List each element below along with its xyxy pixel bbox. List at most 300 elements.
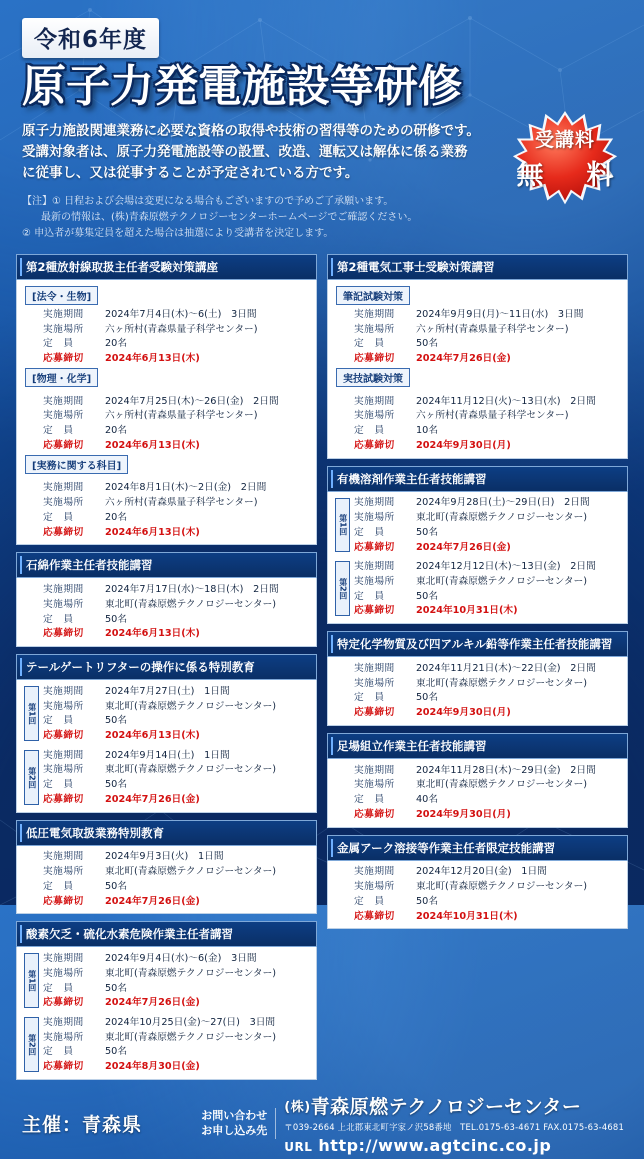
course-session — [334, 559, 621, 618]
detail-period-value: 2024年11月28日(木)～29日(金) 2日間 — [416, 764, 596, 776]
detail-capacity-label: 定 員 — [354, 692, 385, 704]
detail-capacity-label: 定 員 — [43, 511, 74, 523]
detail-place-value: 東北町(青森原燃テクノロジーセンター) — [105, 1031, 277, 1043]
detail-deadline-label: 応募締切 — [43, 895, 84, 907]
course-card — [16, 820, 317, 915]
course-columns — [16, 254, 628, 1080]
detail-period-label: 実施期間 — [43, 749, 84, 761]
detail-place-row — [354, 778, 621, 793]
detail-period-value: 2024年9月9日(月)～11日(水) 3日間 — [416, 308, 584, 320]
session-round-tag: 第2回 — [24, 1017, 39, 1072]
course-body — [327, 861, 628, 930]
detail-period-value: 2024年9月28日(土)～29日(日) 2日間 — [416, 497, 590, 509]
detail-deadline-label: 応募締切 — [43, 628, 84, 640]
detail-capacity-row — [43, 337, 310, 352]
session-round-tag: 第1回 — [335, 498, 350, 553]
detail-deadline-row — [43, 894, 310, 909]
detail-capacity-label: 定 員 — [43, 779, 74, 791]
detail-period-row — [43, 582, 310, 597]
detail-capacity-row — [354, 337, 621, 352]
detail-deadline-row — [354, 705, 621, 720]
detail-capacity-label: 定 員 — [354, 895, 385, 907]
detail-capacity-value: 50名 — [105, 1046, 128, 1058]
detail-period-value: 2024年7月27日(土) 1日間 — [105, 685, 230, 697]
detail-capacity-label: 定 員 — [354, 425, 385, 437]
course-detail-table — [43, 684, 310, 743]
detail-capacity-row — [43, 1045, 310, 1060]
detail-capacity-value: 50名 — [416, 895, 439, 907]
detail-period-row — [43, 748, 310, 763]
detail-place-label: 実施場所 — [354, 779, 395, 791]
url-text[interactable]: http://www.agtcinc.co.jp — [318, 1135, 552, 1155]
course-body — [327, 492, 628, 625]
detail-period-label: 実施期間 — [43, 953, 84, 965]
course-subheading: [物理・化学] — [25, 368, 98, 387]
detail-place-row — [354, 510, 621, 525]
detail-capacity-row — [354, 423, 621, 438]
detail-capacity-label: 定 員 — [354, 338, 385, 350]
detail-period-value: 2024年11月12日(火)～13日(水) 2日間 — [416, 395, 596, 407]
detail-capacity-value: 50名 — [105, 779, 128, 791]
detail-period-row — [354, 496, 621, 511]
detail-period-label: 実施期間 — [354, 866, 395, 878]
course-session — [334, 865, 621, 924]
detail-place-value: 六ヶ所村(青森県量子科学センター) — [416, 410, 569, 422]
course-detail-table — [43, 1015, 310, 1074]
detail-deadline-label: 応募締切 — [43, 526, 84, 538]
detail-place-value: 六ヶ所村(青森県量子科学センター) — [105, 323, 258, 335]
detail-deadline-value: 2024年10月31日(木) — [416, 910, 518, 922]
lead-line-2: 受講対象者は、原子力発電施設等の設置、改造、運転又は解体に係る業務 — [22, 143, 468, 160]
detail-period-row — [354, 661, 621, 676]
detail-period-value: 2024年8月1日(木)～2日(金) 2日間 — [105, 482, 267, 494]
detail-deadline-value: 2024年6月13日(木) — [105, 353, 200, 365]
detail-place-row — [43, 409, 310, 424]
course-detail-table — [354, 865, 621, 924]
detail-deadline-label: 応募締切 — [43, 1061, 84, 1073]
detail-place-label: 実施場所 — [354, 575, 395, 587]
detail-capacity-value: 50名 — [416, 526, 439, 538]
course-body — [16, 947, 317, 1080]
course-title: 金属アーク溶接等作業主任者限定技能講習 — [327, 835, 628, 861]
session-indent — [23, 481, 43, 540]
detail-period-value: 2024年12月20日(金) 1日間 — [416, 866, 547, 878]
session-round-tag: 第2回 — [24, 750, 39, 805]
detail-deadline-value: 2024年6月13日(木) — [105, 439, 200, 451]
course-session — [334, 661, 621, 720]
detail-period-row — [43, 684, 310, 699]
detail-capacity-label: 定 員 — [354, 590, 385, 602]
detail-place-row — [43, 495, 310, 510]
course-session — [23, 951, 310, 1010]
detail-capacity-row — [354, 589, 621, 604]
detail-period-label: 実施期間 — [43, 584, 84, 596]
detail-deadline-row — [354, 438, 621, 453]
course-session — [23, 481, 310, 540]
session-round-tag: 第1回 — [24, 686, 39, 741]
detail-period-row — [43, 951, 310, 966]
detail-place-row — [43, 1030, 310, 1045]
detail-capacity-label: 定 員 — [354, 794, 385, 806]
course-title: 石綿作業主任者技能講習 — [16, 552, 317, 578]
course-session — [334, 394, 621, 453]
detail-capacity-row — [354, 792, 621, 807]
lead-line-3: に従事し、又は従事することが予定されている方です。 — [22, 165, 359, 182]
detail-place-label: 実施場所 — [43, 866, 84, 878]
detail-place-row — [354, 879, 621, 894]
contact-label — [201, 1108, 276, 1139]
free-tuition-stamp — [506, 110, 624, 206]
detail-capacity-row — [354, 691, 621, 706]
detail-deadline-row — [43, 1059, 310, 1074]
stamp-line-2: 無 料 — [516, 159, 622, 191]
organization-kk: (株) — [284, 1099, 311, 1115]
detail-capacity-row — [43, 423, 310, 438]
detail-deadline-row — [43, 995, 310, 1010]
course-detail-table — [43, 394, 310, 453]
detail-capacity-label: 定 員 — [43, 715, 74, 727]
contact-block — [201, 1092, 624, 1155]
detail-deadline-value: 2024年7月26日(金) — [105, 793, 200, 805]
contact-label-line-2: お申し込み先 — [201, 1124, 268, 1138]
detail-place-label: 実施場所 — [43, 967, 84, 979]
course-detail-table — [43, 951, 310, 1010]
detail-place-label: 実施場所 — [43, 764, 84, 776]
detail-deadline-label: 応募締切 — [354, 605, 395, 617]
detail-place-value: 六ヶ所村(青森県量子科学センター) — [105, 497, 258, 509]
detail-place-label: 実施場所 — [43, 410, 84, 422]
course-detail-table — [354, 763, 621, 822]
detail-deadline-row — [354, 909, 621, 924]
detail-capacity-label: 定 員 — [354, 526, 385, 538]
course-detail-table — [354, 496, 621, 555]
course-title: 第2種電気工事士受験対策講習 — [327, 254, 628, 280]
course-body — [16, 846, 317, 915]
stamp-text — [506, 110, 624, 206]
note-1-sub: 最新の情報は、(株)青森原燃テクノロジーセンターホームページでご確認ください。 — [41, 211, 418, 223]
detail-capacity-label: 定 員 — [43, 982, 74, 994]
course-title: 足場組立作業主任者技能講習 — [327, 733, 628, 759]
detail-period-label: 実施期間 — [43, 685, 84, 697]
detail-period-label: 実施期間 — [43, 851, 84, 863]
detail-period-value: 2024年7月17日(水)～18日(木) 2日間 — [105, 584, 279, 596]
detail-deadline-label: 応募締切 — [354, 541, 395, 553]
course-session — [334, 307, 621, 366]
detail-place-label: 実施場所 — [354, 677, 395, 689]
detail-place-row — [354, 322, 621, 337]
session-indent — [334, 661, 354, 720]
detail-place-row — [354, 676, 621, 691]
detail-deadline-row — [354, 351, 621, 366]
detail-capacity-row — [354, 894, 621, 909]
detail-place-row — [43, 763, 310, 778]
course-card — [16, 654, 317, 813]
detail-deadline-row — [354, 540, 621, 555]
detail-place-value: 東北町(青森原燃テクノロジーセンター) — [105, 598, 277, 610]
detail-deadline-value: 2024年9月30日(月) — [416, 808, 511, 820]
detail-period-row — [354, 763, 621, 778]
detail-period-row — [43, 307, 310, 322]
detail-capacity-value: 50名 — [416, 692, 439, 704]
course-card — [327, 631, 628, 726]
organization-url[interactable] — [284, 1136, 624, 1155]
detail-deadline-value: 2024年8月30日(金) — [105, 1061, 200, 1073]
detail-place-label: 実施場所 — [43, 598, 84, 610]
course-title: 第2種放射線取扱主任者受験対策講座 — [16, 254, 317, 280]
detail-capacity-row — [43, 612, 310, 627]
detail-place-value: 東北町(青森原燃テクノロジーセンター) — [105, 967, 277, 979]
detail-place-value: 東北町(青森原燃テクノロジーセンター) — [416, 881, 588, 893]
course-session — [334, 496, 621, 555]
session-indent — [23, 850, 43, 909]
detail-deadline-label: 応募締切 — [354, 910, 395, 922]
detail-capacity-row — [43, 777, 310, 792]
detail-place-label: 実施場所 — [354, 512, 395, 524]
course-card — [327, 466, 628, 625]
detail-deadline-label: 応募締切 — [354, 707, 395, 719]
detail-place-value: 東北町(青森原燃テクノロジーセンター) — [416, 779, 588, 791]
session-indent — [23, 582, 43, 641]
detail-deadline-value: 2024年10月31日(木) — [416, 605, 518, 617]
detail-deadline-label: 応募締切 — [43, 793, 84, 805]
detail-capacity-row — [354, 525, 621, 540]
detail-capacity-row — [43, 510, 310, 525]
detail-period-row — [354, 307, 621, 322]
detail-capacity-value: 50名 — [105, 613, 128, 625]
detail-deadline-value: 2024年7月26日(金) — [105, 997, 200, 1009]
course-detail-table — [354, 394, 621, 453]
detail-deadline-label: 応募締切 — [354, 439, 395, 451]
detail-place-label: 実施場所 — [354, 410, 395, 422]
detail-place-row — [43, 864, 310, 879]
detail-period-label: 実施期間 — [43, 395, 84, 407]
host-label: 主催：青森県 — [22, 1113, 143, 1136]
detail-deadline-value: 2024年9月30日(月) — [416, 439, 511, 451]
note-1: 【注】① 日程および会場は変更になる場合もございますので予めご了承願います。 — [22, 195, 394, 207]
detail-place-value: 東北町(青森原燃テクノロジーセンター) — [105, 866, 277, 878]
detail-period-label: 実施期間 — [43, 1016, 84, 1028]
detail-place-label: 実施場所 — [43, 700, 84, 712]
course-card — [16, 254, 317, 545]
course-body — [327, 759, 628, 828]
detail-period-value: 2024年9月4日(水)～6(金) 3日間 — [105, 953, 257, 965]
course-subheading: 実技試験対策 — [336, 368, 410, 387]
detail-deadline-row — [43, 438, 310, 453]
detail-deadline-label: 応募締切 — [354, 353, 395, 365]
course-detail-table — [43, 481, 310, 540]
detail-deadline-row — [43, 525, 310, 540]
course-card — [327, 835, 628, 930]
detail-place-value: 東北町(青森原燃テクノロジーセンター) — [416, 677, 588, 689]
course-session — [23, 850, 310, 909]
detail-deadline-value: 2024年9月30日(月) — [416, 707, 511, 719]
detail-place-value: 東北町(青森原燃テクノロジーセンター) — [416, 575, 588, 587]
course-body — [16, 578, 317, 647]
detail-capacity-value: 10名 — [416, 425, 439, 437]
detail-place-row — [43, 699, 310, 714]
course-title: 酸素欠乏・硫化水素危険作業主任者講習 — [16, 921, 317, 947]
organization-block — [284, 1092, 624, 1155]
detail-place-label: 実施場所 — [43, 323, 84, 335]
detail-period-label: 実施期間 — [354, 764, 395, 776]
poster-header — [16, 14, 628, 242]
detail-period-label: 実施期間 — [43, 308, 84, 320]
course-detail-table — [43, 748, 310, 807]
course-detail-table — [43, 582, 310, 641]
detail-capacity-label: 定 員 — [43, 425, 74, 437]
detail-place-value: 東北町(青森原燃テクノロジーセンター) — [416, 512, 588, 524]
detail-place-value: 東北町(青森原燃テクノロジーセンター) — [105, 700, 277, 712]
detail-deadline-label: 応募締切 — [43, 353, 84, 365]
detail-capacity-value: 50名 — [416, 590, 439, 602]
detail-deadline-label: 応募締切 — [43, 439, 84, 451]
detail-period-label: 実施期間 — [43, 482, 84, 494]
session-indent — [23, 394, 43, 453]
session-indent — [334, 394, 354, 453]
detail-period-label: 実施期間 — [354, 497, 395, 509]
detail-capacity-value: 50名 — [416, 338, 439, 350]
session-round-tag: 第1回 — [24, 953, 39, 1008]
url-label: URL — [284, 1139, 313, 1154]
course-subheading: [実務に関する科目] — [25, 455, 128, 474]
detail-place-label: 実施場所 — [354, 323, 395, 335]
detail-capacity-value: 50名 — [105, 880, 128, 892]
page-title: 原子力発電施設等研修 — [22, 61, 462, 112]
detail-period-label: 実施期間 — [354, 561, 395, 573]
detail-period-row — [43, 394, 310, 409]
course-title: テールゲートリフターの操作に係る特別教育 — [16, 654, 317, 680]
course-subheading: 筆記試験対策 — [336, 286, 410, 305]
detail-place-row — [354, 409, 621, 424]
detail-deadline-row — [43, 626, 310, 641]
course-detail-table — [354, 307, 621, 366]
course-detail-table — [354, 559, 621, 618]
detail-deadline-label: 応募締切 — [43, 997, 84, 1009]
detail-deadline-value: 2024年6月13日(木) — [105, 526, 200, 538]
detail-capacity-value: 20名 — [105, 425, 128, 437]
left-course-column — [16, 254, 317, 1080]
organization-address: 〒039-2664 上北郡東北町字家ノ沢58番地 TEL.0175-63-4671 FAX.0175-63-4681 — [284, 1121, 624, 1132]
course-card — [16, 921, 317, 1080]
session-indent — [334, 865, 354, 924]
course-card — [16, 552, 317, 647]
detail-capacity-label: 定 員 — [43, 880, 74, 892]
session-indent — [334, 763, 354, 822]
detail-capacity-label: 定 員 — [43, 1046, 74, 1058]
detail-deadline-value: 2024年7月26日(金) — [416, 541, 511, 553]
course-card — [327, 733, 628, 828]
session-round-tag: 第2回 — [335, 561, 350, 616]
course-session — [23, 1015, 310, 1074]
course-body — [16, 280, 317, 545]
detail-place-row — [43, 322, 310, 337]
course-body — [327, 280, 628, 459]
detail-place-value: 六ヶ所村(青森県量子科学センター) — [105, 410, 258, 422]
course-detail-table — [354, 661, 621, 720]
detail-place-value: 東北町(青森原燃テクノロジーセンター) — [105, 764, 277, 776]
detail-period-value: 2024年12月12日(木)～13日(金) 2日間 — [416, 561, 596, 573]
detail-capacity-label: 定 員 — [43, 613, 74, 625]
course-session — [23, 307, 310, 366]
course-detail-table — [43, 850, 310, 909]
detail-deadline-value: 2024年7月26日(金) — [105, 895, 200, 907]
detail-deadline-value: 2024年7月26日(金) — [416, 353, 511, 365]
detail-capacity-value: 40名 — [416, 794, 439, 806]
detail-capacity-value: 50名 — [105, 715, 128, 727]
detail-period-value: 2024年7月25日(木)～26日(金) 2日間 — [105, 395, 279, 407]
detail-period-row — [354, 394, 621, 409]
note-2: ② 申込者が募集定員を超えた場合は抽選により受講者を決定します。 — [22, 227, 334, 239]
detail-place-value: 六ヶ所村(青森県量子科学センター) — [416, 323, 569, 335]
course-session — [334, 763, 621, 822]
course-body — [327, 657, 628, 726]
poster-footer — [16, 1090, 628, 1159]
detail-place-label: 実施場所 — [43, 1031, 84, 1043]
detail-period-value: 2024年9月3日(火) 1日間 — [105, 851, 224, 863]
organization-name-text: 青森原燃テクノロジーセンター — [310, 1095, 582, 1118]
notes-text — [22, 194, 492, 243]
right-course-column — [327, 254, 628, 1080]
course-title: 低圧電気取扱業務特別教育 — [16, 820, 317, 846]
detail-period-value: 2024年10月25日(金)～27(日) 3日間 — [105, 1016, 276, 1028]
course-title: 有機溶剤作業主任者技能講習 — [327, 466, 628, 492]
course-title: 特定化学物質及び四アルキル鉛等作業主任者技能講習 — [327, 631, 628, 657]
detail-capacity-value: 20名 — [105, 338, 128, 350]
session-indent — [23, 307, 43, 366]
detail-capacity-row — [43, 981, 310, 996]
detail-place-row — [43, 966, 310, 981]
detail-period-row — [43, 850, 310, 865]
course-session — [23, 748, 310, 807]
detail-period-row — [354, 865, 621, 880]
detail-place-row — [43, 597, 310, 612]
detail-period-row — [354, 559, 621, 574]
course-session — [23, 684, 310, 743]
course-detail-table — [43, 307, 310, 366]
course-body — [16, 680, 317, 813]
detail-period-row — [43, 1015, 310, 1030]
contact-label-line-1: お問い合わせ — [201, 1109, 268, 1123]
detail-deadline-row — [354, 603, 621, 618]
detail-period-label: 実施期間 — [354, 662, 395, 674]
detail-deadline-label: 応募締切 — [354, 808, 395, 820]
detail-place-label: 実施場所 — [43, 497, 84, 509]
detail-capacity-label: 定 員 — [43, 338, 74, 350]
detail-period-row — [43, 481, 310, 496]
detail-period-label: 実施期間 — [354, 308, 395, 320]
lead-line-1: 原子力施設関連業務に必要な資格の取得や技術の習得等のための研修です。 — [22, 122, 480, 139]
detail-period-value: 2024年9月14日(土) 1日間 — [105, 749, 230, 761]
stamp-line-1: 受講料 — [534, 128, 595, 151]
detail-place-row — [354, 574, 621, 589]
detail-deadline-label: 応募締切 — [43, 730, 84, 742]
detail-capacity-value: 20名 — [105, 511, 128, 523]
detail-deadline-value: 2024年6月13日(木) — [105, 730, 200, 742]
detail-deadline-value: 2024年6月13日(木) — [105, 628, 200, 640]
detail-period-value: 2024年7月4日(木)～6(土) 3日間 — [105, 308, 257, 320]
course-session — [23, 394, 310, 453]
detail-capacity-value: 50名 — [105, 982, 128, 994]
detail-deadline-row — [354, 807, 621, 822]
course-session — [23, 582, 310, 641]
course-card — [327, 254, 628, 459]
session-indent — [334, 307, 354, 366]
detail-capacity-row — [43, 714, 310, 729]
detail-deadline-row — [43, 351, 310, 366]
organization-name — [284, 1092, 624, 1119]
lead-text — [22, 121, 492, 185]
detail-period-label: 実施期間 — [354, 395, 395, 407]
